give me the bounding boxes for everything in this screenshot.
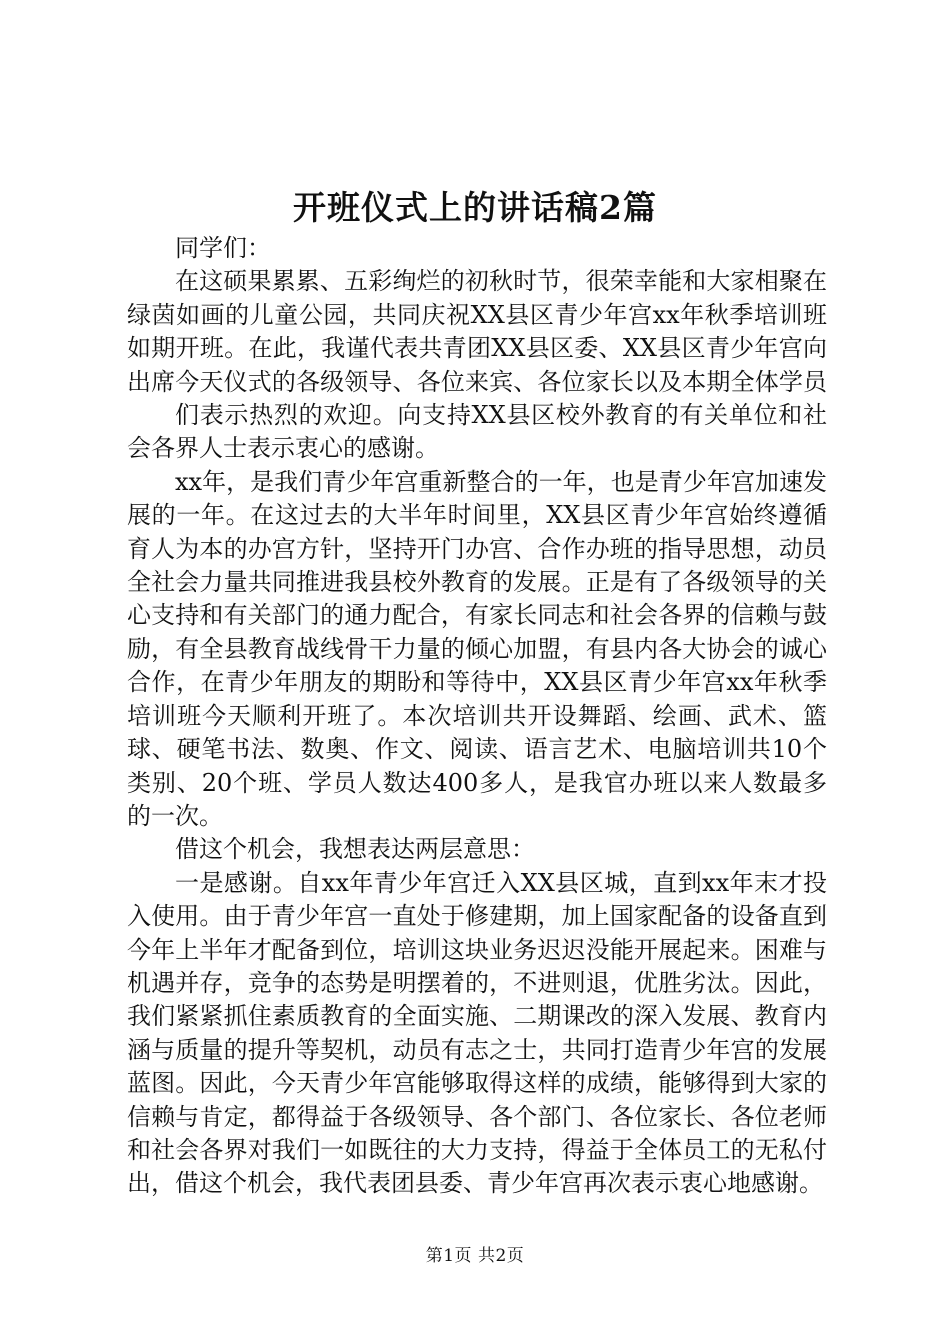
paragraph-thanks: 们表示热烈的欢迎。向支持XX县区校外教育的有关单位和社会各界人士表示衷心的感谢。 (127, 401, 827, 463)
paragraph-salutation: 同学们： (175, 234, 271, 262)
document-title: 开班仪式上的讲话稿2篇 (293, 188, 657, 227)
document-body (127, 232, 827, 1201)
paragraph-welcome: 在这硕果累累、五彩绚烂的初秋时节，很荣幸能和大家相聚在绿茵如画的儿童公园，共同庆祝XX县区青少年宫xx年秋季培训班如期开班。在此，我谨代表共青团XX县区委、XX县区青少年宫向出席今天仪式的各级领导、各位来宾、各位家长以及本期全体学员 (127, 267, 827, 396)
paragraph-intro-points: 借这个机会，我想表达两层意思： (175, 835, 535, 864)
page-number-footer: 第1页 共2页 (425, 1246, 525, 1266)
paragraph-gratitude: 一是感谢。自xx年青少年宫迁入XX县区城，直到xx年末才投入使用。由于青少年宫一直处于修建期，加上国家配备的设备直到今年上半年才配备到位，培训这块业务迟迟没能开展起来。困难与机遇并存，竞争的态势是明摆着的，不进则退，优胜劣汰。因此，我们紧紧抓住素质教育的全面实施、二期课改的深入发展、教育内涵与质量的提升等契机，动员有志之士，共同打造青少年宫的发展蓝图。因此，今天青少年宫能够取得这样的成绩，能够得到大家的信赖与肯定，都得益于各级领导、各个部门、各位家长、各位老师和社会各界对我们一如既往的大力支持，得益于全体员工的无私付出，借这个机会，我代表团县委、青少年宫再次表示衷心地感谢。 (127, 868, 827, 1198)
paragraph-development: xx年，是我们青少年宫重新整合的一年，也是青少年宫加速发展的一年。在这过去的大半年时间里，XX县区青少年宫始终遵循育人为本的办宫方针，坚持开门办宫、合作办班的指导思想，动员全社会力量共同推进我县校外教育的发展。正是有了各级领导的关心支持和有关部门的通力配合，有家长同志和社会各界的信赖与鼓励，有全县教育战线骨干力量的倾心加盟，有县内各大协会的诚心合作，在青少年朋友的期盼和等待中，XX县区青少年宫xx年秋季培训班今天顺利开班了。本次培训共开设舞蹈、绘画、武术、篮球、硬笔书法、数奥、作文、阅读、语言艺术、电脑培训共10个类别、20个班、学员人数达400多人，是我官办班以来人数最多的一次。 (127, 467, 827, 830)
